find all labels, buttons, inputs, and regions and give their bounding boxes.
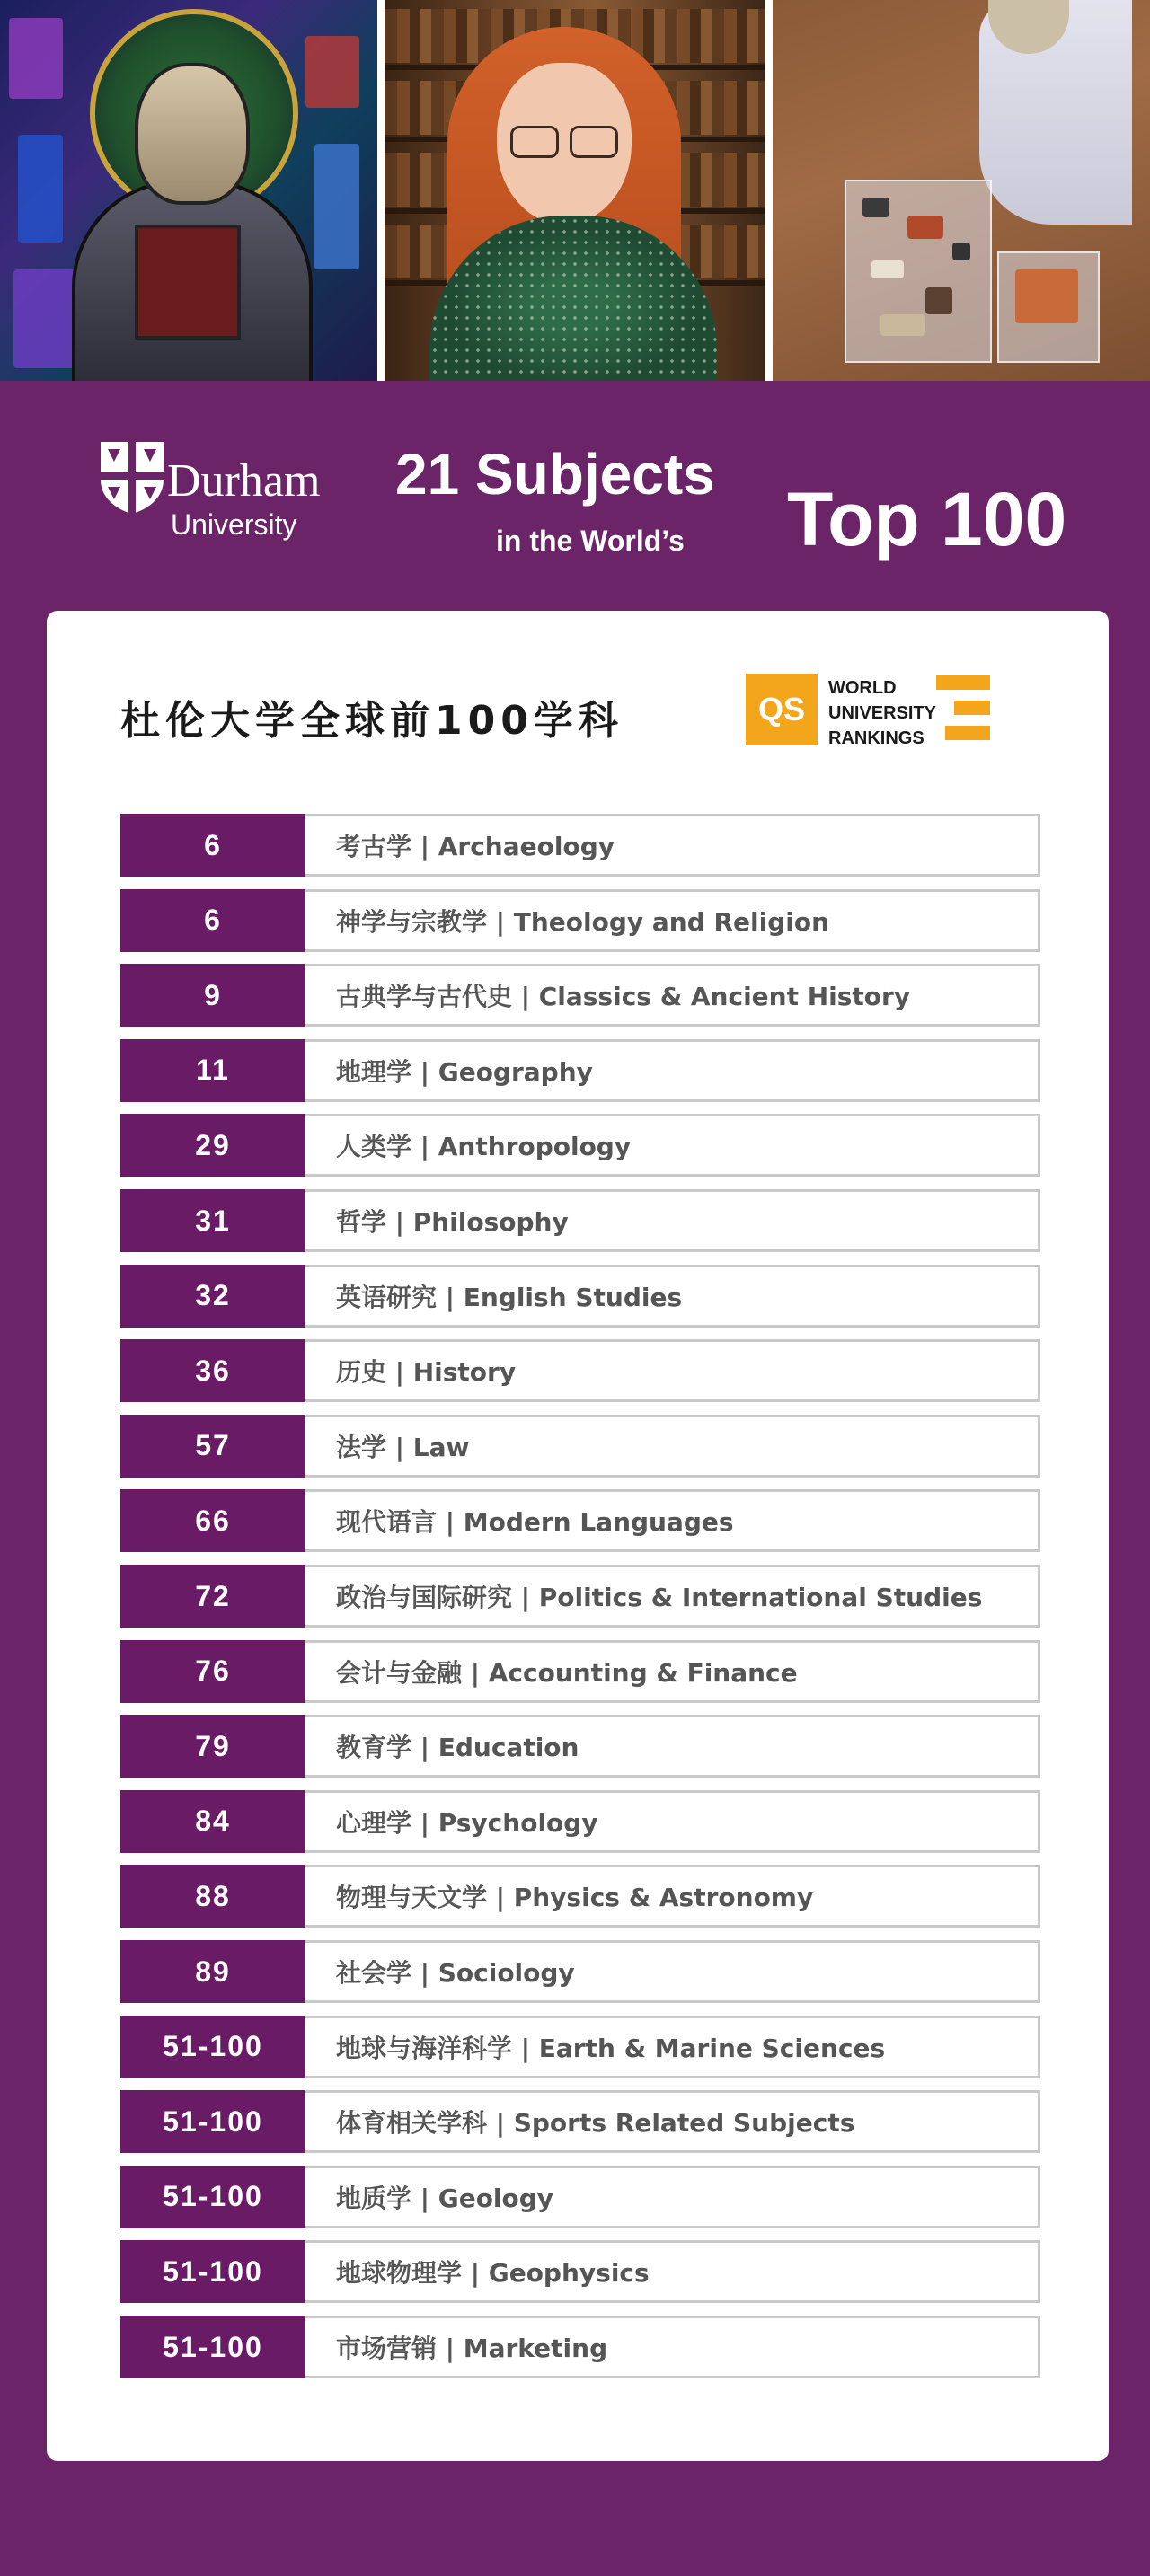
rank-cell: 79: [120, 1715, 305, 1778]
headline-subjects: 21 Subjects: [395, 442, 715, 507]
rank-cell: 32: [120, 1265, 305, 1328]
rank-cell: 84: [120, 1790, 305, 1853]
subject-cell: 地质学 | Geology: [305, 2166, 1040, 2228]
rank-cell: 11: [120, 1039, 305, 1102]
rank-cell: 66: [120, 1489, 305, 1552]
logo-subtitle: University: [171, 508, 297, 541]
qs-rankings-label: [828, 675, 936, 751]
rank-cell: 36: [120, 1339, 305, 1402]
table-row: [120, 1489, 1040, 1552]
table-row: [120, 964, 1040, 1027]
durham-shield-logo-icon: [99, 440, 165, 516]
table-row: [120, 1415, 1040, 1478]
archaeology-dig-photo: [773, 0, 1150, 381]
rank-cell: 9: [120, 964, 305, 1027]
rank-cell: 76: [120, 1640, 305, 1703]
table-row: [120, 2166, 1040, 2228]
qs-line-rankings: RANKINGS: [828, 728, 924, 748]
subject-cell: 会计与金融 | Accounting & Finance: [305, 1640, 1040, 1703]
table-row: [120, 1339, 1040, 1402]
table-row: [120, 1265, 1040, 1328]
rank-cell: 72: [120, 1565, 305, 1628]
table-row: [120, 2090, 1040, 2153]
subject-cell: 教育学 | Education: [305, 1715, 1040, 1778]
qs-logo-icon: QS: [746, 674, 818, 745]
table-row: [120, 814, 1040, 877]
table-row: [120, 1940, 1040, 2003]
qs-line-university: UNIVERSITY: [828, 703, 937, 723]
subject-cell: 英语研究 | English Studies: [305, 1265, 1040, 1328]
table-row: [120, 889, 1040, 952]
qs-bar-decoration: [954, 701, 990, 715]
qs-bar-decoration: [936, 675, 990, 690]
subject-cell: 神学与宗教学 | Theology and Religion: [305, 889, 1040, 952]
subject-cell: 体育相关学科 | Sports Related Subjects: [305, 2090, 1040, 2153]
photo-strip: [0, 0, 1150, 381]
subject-cell: 人类学 | Anthropology: [305, 1114, 1040, 1177]
table-row: [120, 1865, 1040, 1928]
table-row: [120, 1114, 1040, 1177]
subject-cell: 物理与天文学 | Physics & Astronomy: [305, 1865, 1040, 1928]
rank-cell: 51-100: [120, 2090, 305, 2153]
subject-cell: 古典学与古代史 | Classics & Ancient History: [305, 964, 1040, 1027]
subject-cell: 心理学 | Psychology: [305, 1790, 1040, 1853]
subject-cell: 地理学 | Geography: [305, 1039, 1040, 1102]
rank-cell: 51-100: [120, 2166, 305, 2228]
table-row: [120, 2016, 1040, 2078]
subject-cell: 政治与国际研究 | Politics & International Studies: [305, 1565, 1040, 1628]
logo-name: Durham: [167, 455, 321, 507]
table-row: [120, 1790, 1040, 1853]
rank-cell: 88: [120, 1865, 305, 1928]
stained-glass-photo: [0, 0, 377, 381]
rank-cell: 51-100: [120, 2316, 305, 2378]
table-row: [120, 2240, 1040, 2303]
subject-cell: 历史 | History: [305, 1339, 1040, 1402]
card-title: 杜伦大学全球前100学科: [120, 698, 624, 744]
student-photo: [385, 0, 765, 381]
table-row: [120, 1715, 1040, 1778]
subject-cell: 法学 | Law: [305, 1415, 1040, 1478]
rank-cell: 51-100: [120, 2016, 305, 2078]
table-row: [120, 1565, 1040, 1628]
subject-cell: 现代语言 | Modern Languages: [305, 1489, 1040, 1552]
rank-cell: 29: [120, 1114, 305, 1177]
subject-cell: 社会学 | Sociology: [305, 1940, 1040, 2003]
subject-cell: 地球与海洋科学 | Earth & Marine Sciences: [305, 2016, 1040, 2078]
qs-line-world: WORLD: [828, 678, 897, 698]
table-row: [120, 1039, 1040, 1102]
rank-cell: 51-100: [120, 2240, 305, 2303]
qs-bar-decoration: [945, 726, 990, 740]
subject-cell: 哲学 | Philosophy: [305, 1189, 1040, 1252]
headline-top100: Top 100: [787, 477, 1067, 561]
subject-cell: 考古学 | Archaeology: [305, 814, 1040, 877]
headline-worlds: in the World’s: [496, 525, 685, 557]
subject-cell: 市场营销 | Marketing: [305, 2316, 1040, 2378]
rank-cell: 31: [120, 1189, 305, 1252]
rank-cell: 57: [120, 1415, 305, 1478]
rank-cell: 6: [120, 814, 305, 877]
rankings-card: [47, 611, 1109, 2461]
rank-cell: 89: [120, 1940, 305, 2003]
rank-cell: 6: [120, 889, 305, 952]
subject-cell: 地球物理学 | Geophysics: [305, 2240, 1040, 2303]
table-row: [120, 1640, 1040, 1703]
table-row: [120, 1189, 1040, 1252]
table-row: [120, 2316, 1040, 2378]
